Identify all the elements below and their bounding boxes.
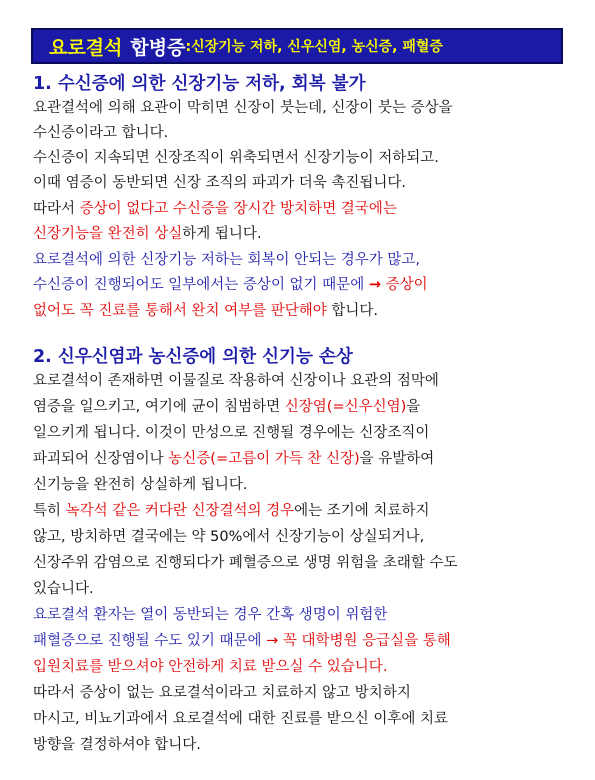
s2-line6 bbox=[33, 501, 429, 521]
s1-line6-red: 신장기능을 완전히 상실 bbox=[33, 226, 183, 242]
s2-line4-plain: 파괴되어 신장염이나 bbox=[33, 451, 169, 467]
s1-line5-plain: 따라서 bbox=[33, 201, 80, 217]
s2-line6-plain: 특히 bbox=[33, 503, 66, 519]
s2-line11-blue: 패혈증으로 진행될 수도 있기 때문에 bbox=[33, 633, 267, 649]
section1-heading: 1. 수신증에 의한 신장기능 저하, 회복 불가 bbox=[33, 74, 366, 94]
banner-title-sub: 합병증 bbox=[130, 36, 186, 59]
s1-line4: 이때 염증이 동반되면 신장 조직의 파괴가 더욱 촉진됩니다. bbox=[33, 175, 407, 191]
s2-line6-end: 에는 조기에 치료하지 bbox=[294, 503, 430, 519]
title-banner bbox=[31, 28, 563, 64]
s1-line6-plain: 하게 됩니다. bbox=[182, 226, 262, 242]
s2-line11-red: → 꼭 대학병원 응급실을 통해 bbox=[266, 633, 451, 649]
s1-line5-red: 증상이 없다고 수신증을 장시간 방치하면 결국에는 bbox=[79, 201, 397, 217]
s2-line14: 마시고, 비뇨기과에서 요로결석에 대한 진료를 받으신 이후에 치료 bbox=[33, 711, 449, 727]
s2-line8: 신장주위 감염으로 진행되다가 폐혈증으로 생명 위험을 초래할 수도 bbox=[33, 555, 458, 571]
s2-line15: 방향을 결정하셔야 합니다. bbox=[33, 737, 201, 753]
s1-line2: 수신증이라고 합니다. bbox=[33, 125, 169, 141]
s2-line10: 요로결석 환자는 열이 동반되는 경우 간혹 생명이 위험한 bbox=[33, 607, 388, 623]
s2-line6-red: 녹각석 같은 커다란 신장결석의 경우 bbox=[65, 503, 295, 519]
s1-line8-red: 증상이 bbox=[380, 277, 428, 293]
banner-title-main: 요로결석 bbox=[49, 36, 123, 59]
section2-heading: 2. 신우신염과 농신증에 의한 신기능 손상 bbox=[33, 347, 353, 367]
s1-line8-blue: 수신증이 진행되어도 일부에서는 증상이 없기 때문에 bbox=[33, 277, 369, 293]
s2-line2 bbox=[33, 397, 420, 417]
s2-line11 bbox=[33, 631, 451, 651]
s2-line12: 입원치료를 받으셔야 안전하게 치료 받으실 수 있습니다. bbox=[33, 659, 388, 675]
s2-line2-red: 신장염(=신우신염) bbox=[284, 399, 407, 415]
s2-line3: 일으키게 됩니다. 이것이 만성으로 진행될 경우에는 신장조직이 bbox=[33, 425, 430, 441]
s1-line8 bbox=[33, 275, 428, 295]
arrow-right-icon: → bbox=[368, 277, 381, 293]
s1-line5 bbox=[33, 199, 397, 219]
s1-line7: 요로결석에 의한 신장기능 저하는 회복이 안되는 경우가 많고, bbox=[33, 252, 421, 268]
s2-line5: 신기능을 완전히 상실하게 됩니다. bbox=[33, 477, 248, 493]
s1-line1: 요관결석에 의해 요관이 막히면 신장이 붓는데, 신장이 붓는 증상을 bbox=[33, 100, 453, 116]
s2-line4-red: 농신증(=고름이 가득 찬 신장) bbox=[168, 451, 360, 467]
s1-line3: 수신증이 지속되면 신장조직이 위축되면서 신장기능이 저하되고. bbox=[33, 150, 439, 166]
s2-line9: 있습니다. bbox=[33, 581, 94, 597]
s1-line9 bbox=[33, 301, 378, 321]
s2-line1: 요로결석이 존재하면 이물질로 작용하여 신장이나 요관의 점막에 bbox=[33, 373, 439, 389]
s1-line6 bbox=[33, 224, 262, 244]
s2-line2-end: 을 bbox=[406, 399, 421, 415]
s1-line9-red: 없어도 꼭 진료를 통해서 완치 여부를 판단해야 bbox=[33, 303, 327, 319]
s1-line9-plain: 합니다. bbox=[326, 303, 379, 319]
s2-line13: 따라서 증상이 없는 요로결석이라고 치료하지 않고 방치하지 bbox=[33, 685, 411, 701]
s2-line4-end: 을 유발하여 bbox=[359, 451, 435, 467]
s2-line7: 않고, 방치하면 결국에는 약 50%에서 신장기능이 상실되거나, bbox=[33, 529, 425, 545]
banner-title-list: :신장기능 저하, 신우신염, 농신증, 패혈증 bbox=[185, 39, 443, 55]
s2-line4 bbox=[33, 449, 434, 469]
s2-line2-plain: 염증을 일으키고, 여기에 균이 침범하면 bbox=[33, 399, 285, 415]
